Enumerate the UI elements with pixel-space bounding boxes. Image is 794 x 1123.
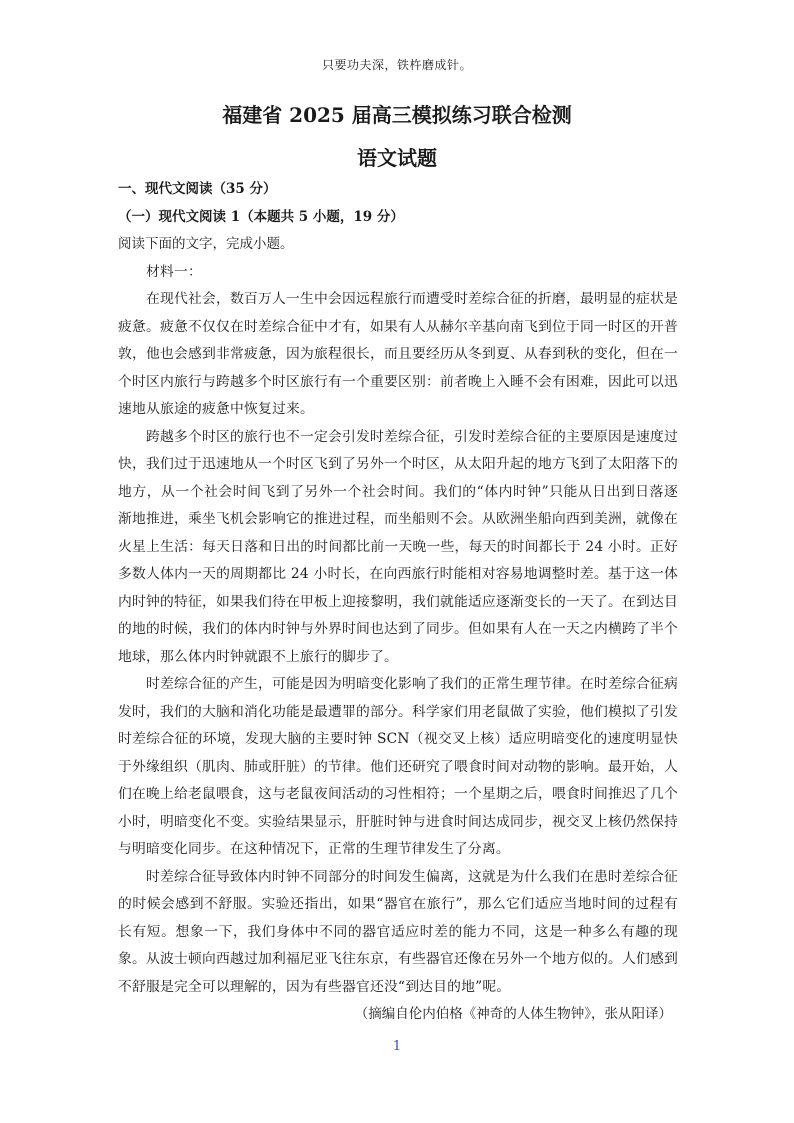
exam-subtitle: 语文试题: [357, 146, 437, 170]
paragraph: 时差综合征导致体内时钟不同部分的时间发生偏离，这就是为什么我们在患时差综合征的时候会感到不舒服。实验还指出，如果“器官在旅行”，那么它们适应当地时间的过程有长有短。想象一下，我们身体中不同的器官适应时差的能力不同，这是一种多么有趣的现象。从波士顿向西越过加利福尼亚飞往东京，有些器官还像在另外一个地方似的。人们感到不舒服是完全可以理解的，因为有些器官还没“到达目的地”呢。: [118, 868, 678, 995]
paragraph: 时差综合征的产生，可能是因为明暗变化影响了我们的正常生理节律。在时差综合征病发时，我们的大脑和消化功能是最遭罪的部分。科学家们用老鼠做了实验，他们模拟了引发时差综合征的环境，发现大脑的主要时钟 SCN（视交叉上核）适应明暗变化的速度明显快于外缘组织（肌肉、肺或肝脏）的节律。他们还研究了喂食时间对动物的影响。最开始，人们在晚上给老鼠喂食，这与老鼠夜间活动的习性相符；一个星期之后，喂食时间推迟了几个小时，明暗变化不变。实验结果显示，肝脏时钟与进食时间达成同步，视交叉上核仍然保持与明暗变化同步。在这种情况下，正常的生理节律发生了分离。: [118, 676, 678, 857]
exam-title: 福建省 2025 届高三模拟练习联合检测: [222, 103, 572, 127]
document-body: [118, 176, 678, 1029]
section-heading: 一、现代文阅读（35 分）: [118, 181, 277, 197]
header-motto: 只要功夫深，铁杵磨成针。: [321, 58, 472, 72]
material-label: 材料一：: [146, 263, 202, 280]
instruction-text: 阅读下面的文字，完成小题。: [118, 236, 294, 252]
source-citation: （摘编自伦内伯格《神奇的人体生物钟》，张从阳译）: [354, 1006, 672, 1022]
page-number: 1: [392, 1039, 402, 1054]
subsection-heading: （一）现代文阅读 1（本题共 5 小题，19 分）: [118, 208, 404, 225]
paragraph: 在现代社会，数百万人一生中会因远程旅行而遭受时差综合征的折磨，最明显的症状是疲惫。疲惫不仅仅在时差综合征中才有，如果有人从赫尔辛基向南飞到位于同一时区的开普敦，他也会感到非常疲惫，因为旅程很长，而且要经历从冬到夏、从春到秋的变化，但在一个时区内旅行与跨越多个时区旅行有一个重要区别：前者晚上入睡不会有困难，因此可以迅速地从旅途的疲惫中恢复过来。: [118, 291, 678, 417]
paragraph: 跨越多个时区的旅行也不一定会引发时差综合征，引发时差综合征的主要原因是速度过快，我们过于迅速地从一个时区飞到了另外一个时区，从太阳升起的地方飞到了太阳落下的地方，从一个社会时间飞到了另外一个社会时间。我们的“体内时钟”只能从日出到日落逐渐地推进，乘坐飞机会影响它的推进过程，而坐船则不会。从欧洲坐船向西到美洲，就像在火星上生活：每天日落和日出的时间都比前一天晚一些，每天的时间都长于 24 小时。正好多数人体内一天的周期都比 24 小时长，在向西旅行时能相对容易地调整时差。基于这一体内时钟的特征，如果我们待在甲板上迎接黎明，我们就能适应逐渐变长的一天了。在到达目的地的时候，我们的体内时钟与外界时间也达到了同步。但如果有人在一天之内横跨了半个地球，那么体内时钟就跟不上旅行的脚步了。: [118, 428, 678, 665]
